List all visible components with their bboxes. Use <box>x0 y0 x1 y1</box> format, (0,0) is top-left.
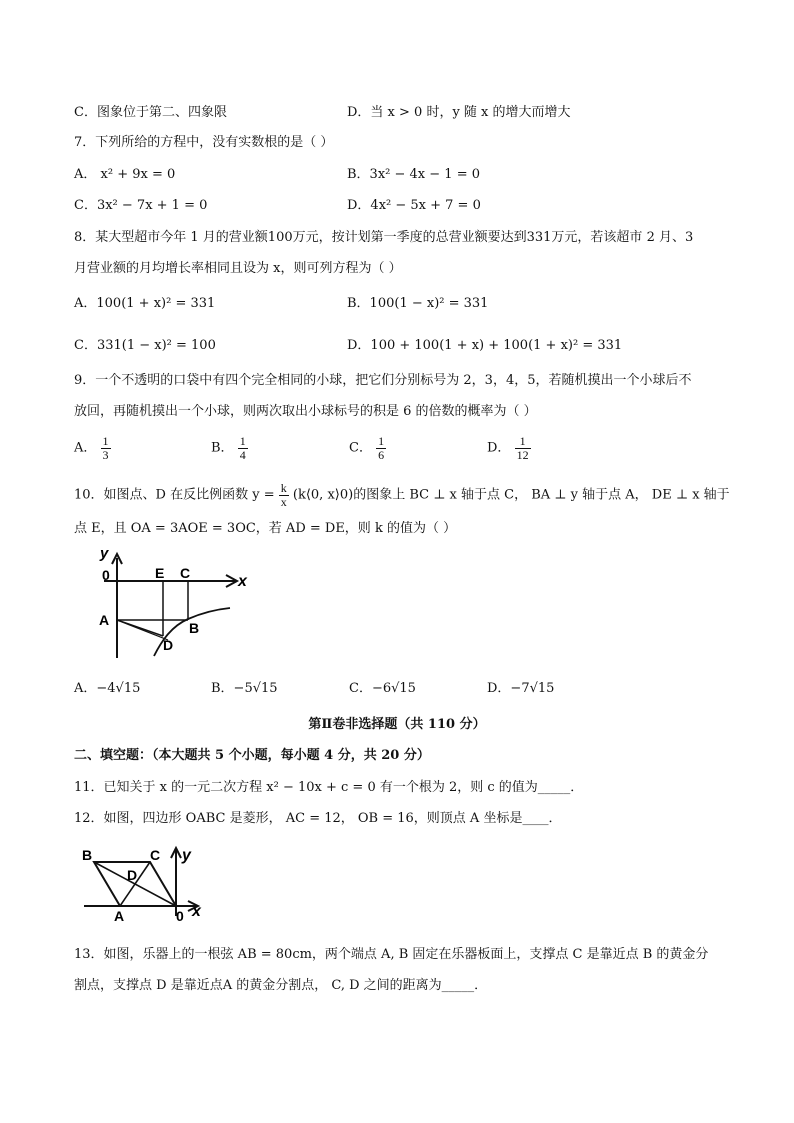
q10-fraction-numerator: k <box>280 481 287 495</box>
q7-option-a: A． x² + 9x = 0 <box>74 167 176 182</box>
q8-stem-line1: 8．某大型超市今年 1 月的营业额100万元，按计划第一季度的总营业额要达到331万元，若该超市 2 月、3 <box>74 230 694 245</box>
q10-option-d: D．−7√15 <box>487 681 555 696</box>
q9-d-denominator: 12 <box>516 448 529 462</box>
q7-option-c: C．3x² − 7x + 1 = 0 <box>74 198 208 213</box>
q10-label-y: y <box>100 545 109 562</box>
q8-option-b: B．100(1 − x)² = 331 <box>347 296 489 311</box>
q9-b-denominator: 4 <box>239 448 246 462</box>
q9-option-a-label: A． <box>74 440 97 456</box>
q8-option-c: C．331(1 − x)² = 100 <box>74 338 216 353</box>
q10-label-d: D <box>163 637 174 653</box>
q8-option-a: A．100(1 + x)² = 331 <box>74 296 216 311</box>
q10-stem-line1 <box>74 482 730 509</box>
q12-label-a: A <box>114 908 125 924</box>
q10-figure <box>96 544 254 662</box>
part2-title: 第Ⅱ卷非选择题（共 110 分） <box>308 717 486 732</box>
q9-stem-line1: 9．一个不透明的口袋中有四个完全相同的小球，把它们分别标号为 2，3，4，5，若随机摸出一个小球后不 <box>74 373 692 388</box>
q9-option-c-fraction <box>376 435 386 462</box>
q9-c-denominator: 6 <box>378 448 385 462</box>
q9-option-b <box>211 435 248 462</box>
q11-stem: 11．已知关于 x 的一元二次方程 x² − 10x + c = 0 有一个根为 2，则 c 的值为_____． <box>74 780 584 795</box>
q6-option-c: C．图象位于第二、四象限 <box>74 105 227 120</box>
q10-label-a: A <box>99 612 110 628</box>
q10-option-a: A．−4√15 <box>74 681 141 696</box>
q9-option-c-label: C． <box>349 440 372 456</box>
q13-stem-line2: 割点，支撑点 D 是靠近点A 的黄金分割点， C, D 之间的距离为_____． <box>74 978 488 993</box>
q8-option-d: D．100 + 100(1 + x) + 100(1 + x)² = 331 <box>347 338 623 353</box>
q13-stem-line1: 13．如图，乐器上的一根弦 AB = 80cm，两个端点 A, B 固定在乐器板面上，支撑点 C 是靠近点 B 的黄金分 <box>74 947 709 962</box>
q10-label-c: C <box>180 565 191 581</box>
q9-option-d-label: D． <box>487 440 511 456</box>
q9-option-b-label: B． <box>211 440 234 456</box>
q9-option-a <box>74 435 111 462</box>
q9-a-numerator: 1 <box>102 434 109 448</box>
q7-option-d: D．4x² − 5x + 7 = 0 <box>347 198 481 213</box>
q12-label-x: x <box>192 903 201 920</box>
q10-label-x: x <box>238 573 247 590</box>
q7-stem: 7．下列所给的方程中，没有实数根的是（ ） <box>74 135 334 150</box>
q9-stem-line2: 放回，再随机摸出一个小球，则两次取出小球标号的积是 6 的倍数的概率为（ ） <box>74 404 537 419</box>
q10-fraction-denominator: x <box>280 495 287 509</box>
q9-option-d-fraction <box>515 435 531 462</box>
q6-option-d: D．当 x > 0 时，y 随 x 的增大而增大 <box>347 105 571 120</box>
q12-figure <box>80 840 210 924</box>
q8-stem-line2: 月营业额的月均增长率相同且设为 x，则可列方程为（ ） <box>74 261 402 276</box>
q9-d-numerator: 1 <box>515 435 531 449</box>
q7-option-b: B．3x² − 4x − 1 = 0 <box>347 167 480 182</box>
q10-option-b: B．−5√15 <box>211 681 278 696</box>
q12-label-b: B <box>82 847 93 863</box>
q12-label-y: y <box>182 847 191 864</box>
q9-option-d <box>487 435 531 462</box>
q10-fraction <box>279 482 289 509</box>
q9-option-b-fraction <box>238 435 248 462</box>
q10-option-c: C．−6√15 <box>349 681 416 696</box>
q10-stem-line2: 点 E，且 OA = 3AOE = 3OC，若 AD = DE，则 k 的值为（ ） <box>74 521 457 536</box>
q9-b-numerator: 1 <box>239 434 246 448</box>
q12-label-o: 0 <box>176 908 184 924</box>
q12-label-d: D <box>127 867 138 883</box>
q10-label-e: E <box>155 565 165 581</box>
q9-a-denominator: 3 <box>102 448 109 462</box>
q9-c-numerator: 1 <box>378 434 385 448</box>
q10-stem-part-b: (k⟨0, x⟩0)的图象上 BC ⊥ x 轴于点 C， BA ⊥ y 轴于点 A， DE ⊥ x 轴于 <box>292 487 730 503</box>
q12-label-c: C <box>150 847 161 863</box>
section-fill-in-blank: 二、填空题：（本大题共 5 个小题，每小题 4 分，共 20 分） <box>74 748 430 763</box>
q10-stem-part-a: 10．如图点、D 在反比例函数 y = <box>74 487 275 503</box>
q10-label-o: 0 <box>102 567 110 583</box>
q12-stem: 12．如图，四边形 OABC 是菱形， AC = 12， OB = 16，则顶点 A 坐标是____． <box>74 811 562 826</box>
q10-line-a-curve <box>117 620 168 640</box>
q9-option-c <box>349 435 386 462</box>
q10-label-b: B <box>189 620 200 636</box>
q9-option-a-fraction <box>101 435 111 462</box>
